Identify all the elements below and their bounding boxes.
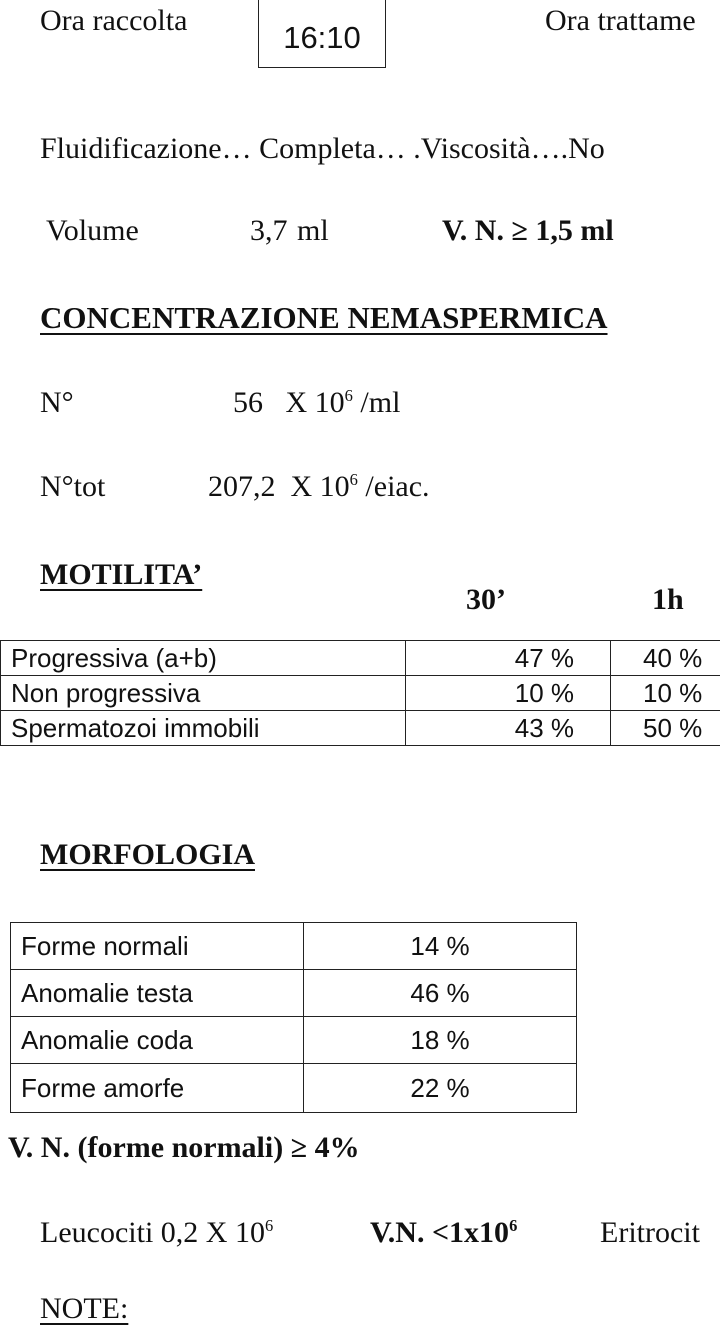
n-multiplier: X 10 <box>285 386 345 419</box>
morfologia-row-value: 14 % <box>304 923 577 970</box>
n-value: 56 <box>233 386 263 419</box>
ora-trattamento-label: Ora trattame <box>545 4 696 37</box>
ora-raccolta-label: Ora raccolta <box>40 4 188 37</box>
leucociti-reference-exponent: 6 <box>509 1216 518 1235</box>
ora-raccolta-box <box>258 0 386 68</box>
morfologia-row-value: 46 % <box>304 970 577 1017</box>
volume-label: Volume <box>46 214 139 247</box>
motilita-row-30: 43 % <box>406 711 611 746</box>
morfologia-row-label: Anomalie testa <box>11 970 304 1017</box>
ntot-exponent: 6 <box>349 470 358 489</box>
morfologia-table <box>10 922 577 1113</box>
motilita-table <box>0 640 720 746</box>
ntot-unit: /eiac. <box>365 470 430 503</box>
ntot-multiplier: X 10 <box>290 470 350 503</box>
table-row <box>1 676 720 711</box>
leucociti-exponent: 6 <box>264 1216 274 1235</box>
eritrociti-label: Eritrocit <box>600 1216 700 1249</box>
morfologia-heading: MORFOLOGIA <box>40 838 255 871</box>
morfologia-reference: V. N. (forme normali) ≥ 4% <box>8 1131 360 1164</box>
morfologia-row-label: Anomalie coda <box>11 1017 304 1064</box>
motilita-col-1h: 1h <box>652 583 684 616</box>
motilita-row-1h: 50 % <box>611 711 720 746</box>
ntot-label: N°tot <box>40 470 106 503</box>
leucociti-value <box>40 1216 273 1250</box>
motilita-row-label: Non progressiva <box>1 676 406 711</box>
motilita-col-30: 30’ <box>466 583 506 616</box>
morfologia-row-value: 22 % <box>304 1064 577 1113</box>
ntot-concentration <box>208 470 430 504</box>
n-label: N° <box>40 386 74 419</box>
motilita-row-label: Progressiva (a+b) <box>1 641 406 676</box>
table-row <box>11 970 577 1017</box>
table-row <box>1 711 720 746</box>
motilita-row-1h: 10 % <box>611 676 720 711</box>
morfologia-row-label: Forme amorfe <box>11 1064 304 1113</box>
leucociti-reference <box>370 1216 517 1250</box>
morfologia-row-value: 18 % <box>304 1017 577 1064</box>
n-concentration <box>233 386 400 420</box>
ntot-value: 207,2 <box>208 470 276 503</box>
n-unit: /ml <box>360 386 401 419</box>
motilita-heading: MOTILITA’ <box>40 558 203 591</box>
motilita-row-label: Spermatozoi immobili <box>1 711 406 746</box>
ora-raccolta-value: 16:10 <box>283 19 361 55</box>
table-row <box>11 923 577 970</box>
table-row <box>11 1064 577 1113</box>
motilita-row-1h: 40 % <box>611 641 720 676</box>
volume-value: 3,7 ml <box>250 214 329 247</box>
concentrazione-heading: CONCENTRAZIONE NEMASPERMICA <box>40 300 608 335</box>
note-label: NOTE: <box>40 1292 129 1325</box>
table-row <box>1 641 720 676</box>
n-exponent: 6 <box>344 386 353 405</box>
motilita-row-30: 10 % <box>406 676 611 711</box>
leucociti-label: Leucociti 0,2 X 10 <box>40 1216 265 1249</box>
motilita-row-30: 47 % <box>406 641 611 676</box>
morfologia-row-label: Forme normali <box>11 923 304 970</box>
volume-reference: V. N. ≥ 1,5 ml <box>442 214 614 247</box>
leucociti-reference-label: V.N. <1x10 <box>370 1216 510 1249</box>
table-row <box>11 1017 577 1064</box>
fluidificazione-line: Fluidificazione… Completa… .Viscosità….No <box>40 132 605 165</box>
